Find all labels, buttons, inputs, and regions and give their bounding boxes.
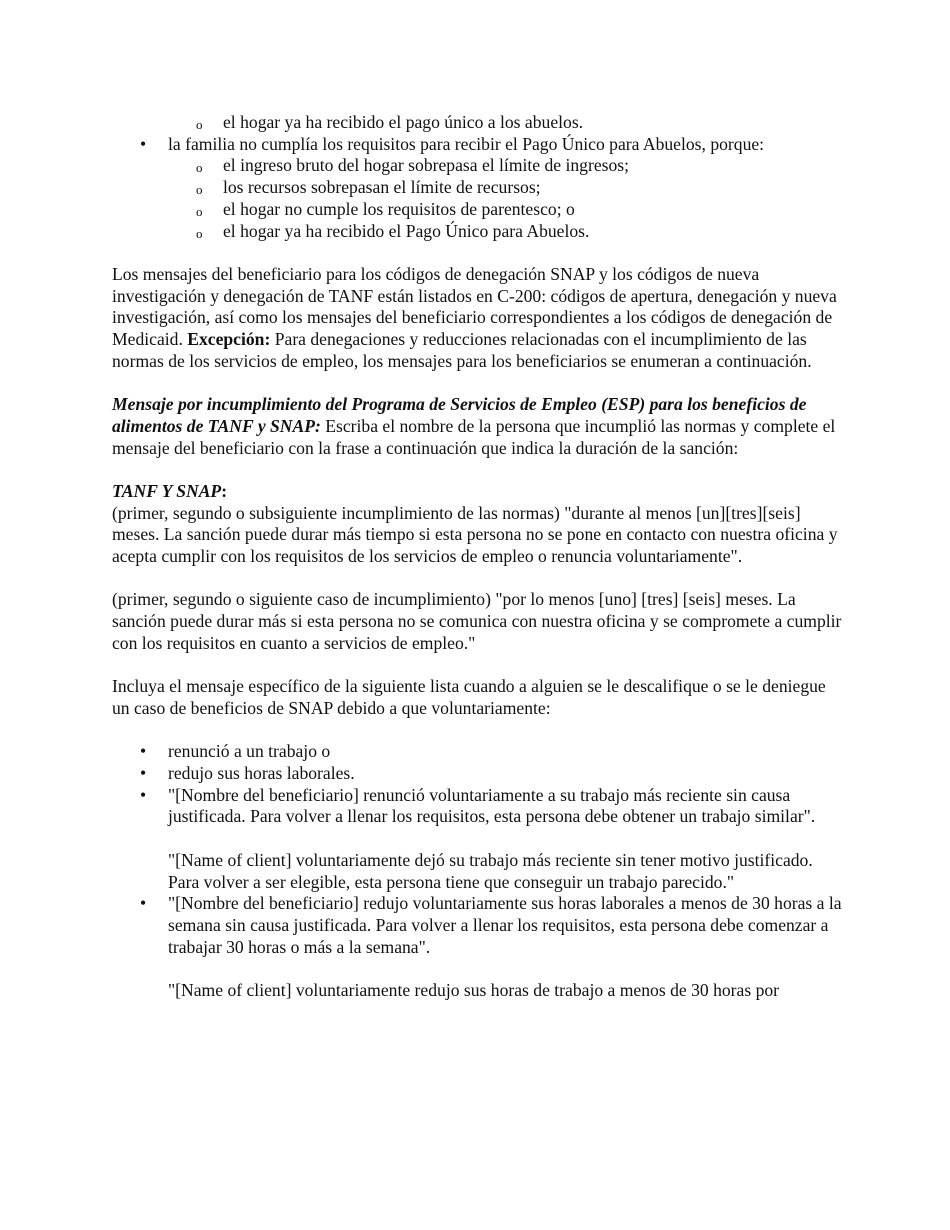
list-item: o el hogar ya ha recibido el pago único a los abuelos.: [112, 112, 842, 134]
list-item-text: • "[Nombre del beneficiario] renunció voluntariamente a su trabajo más reciente sin causa justificada. Para volver a llenar los requisitos, esta persona debe obtener un trabajo similar".: [168, 784, 816, 827]
tanf-snap-heading: [112, 481, 842, 503]
list-item: [112, 785, 842, 894]
list-item: o el ingreso bruto del hogar sobrepasa el límite de ingresos;: [168, 155, 842, 177]
list-item-translation: "[Name of client] voluntariamente redujo sus horas de trabajo a menos de 30 horas por: [168, 980, 780, 1000]
section-heading: TANF Y SNAP: [112, 480, 222, 501]
list-item-text: • "[Nombre del beneficiario] redujo voluntariamente sus horas laborales a menos de 30 horas a la semana sin causa justificada. Para volver a llenar los requisitos, esta persona debe comenzar a trabajar 30 horas o más a la semana".: [168, 893, 842, 957]
tanf-snap-paragraph-1: (primer, segundo o subsiguiente incumplimiento de las normas) "durante al menos [un][tres][seis] meses. La sanción puede durar más tiempo si esta persona no se pone en contacto con nuestra oficina y acepta cumplir con los requisitos de los servicios de empleo o renuncia voluntariamente".: [112, 502, 838, 567]
list-item: [112, 893, 842, 1002]
paragraph-text: Los mensajes del beneficiario para los códigos de denegación SNAP y los códigos de nueva investigación y denegación de TANF están listados en C-200: códigos de apertura, denegación y nueva investigación, así como los mensajes del beneficiario correspondientes a los códigos de denegación de Medicaid.: [112, 263, 837, 350]
list-item: o el hogar ya ha recibido el Pago Único para Abuelos.: [168, 221, 842, 243]
document-page: [112, 112, 842, 1002]
reasons-sub-list: [168, 155, 842, 242]
include-paragraph: Incluya el mensaje específico de la siguiente lista cuando a alguien se le descalifique o se le deniegue un caso de beneficios de SNAP debido a que voluntariamente:: [112, 676, 826, 718]
orphan-sub-list: [112, 112, 842, 134]
list-item-text: la familia no cumplía los requisitos para recibir el Pago Único para Abuelos, porque:: [168, 133, 765, 154]
list-item: o el hogar no cumple los requisitos de parentesco; o: [168, 199, 842, 221]
messages-paragraph: [112, 264, 842, 373]
list-item: [112, 134, 842, 243]
paragraph-text: Para denegaciones y reducciones relacionadas con el incumplimiento de las normas de los servicios de empleo, los mensajes para los beneficiarios se enumeran a continuación.: [112, 329, 812, 371]
paragraph-text: Escriba el nombre de la persona que incumplió las normas y complete el mensaje del beneficiario con la frase a continuación que indica la duración de la sanción:: [112, 415, 836, 458]
ineligible-list: [112, 134, 842, 243]
exception-label: Excepción:: [187, 329, 271, 350]
list-item: • renunció a un trabajo o: [112, 741, 842, 763]
esp-heading: Mensaje por incumplimiento del Programa de Servicios de Empleo (ESP) para los beneficios de alimentos de TANF y SNAP:: [112, 394, 807, 436]
list-item-translation: "[Name of client] voluntariamente dejó su trabajo más reciente sin tener motivo justificado. Para volver a ser elegible, esta persona tiene que conseguir un trabajo parecido.": [168, 849, 813, 892]
esp-paragraph: [112, 394, 842, 459]
voluntary-quit-list: [112, 741, 842, 1001]
list-item: o los recursos sobrepasan el límite de recursos;: [168, 177, 842, 199]
tanf-snap-paragraph-2: (primer, segundo o siguiente caso de incumplimiento) "por lo menos [uno] [tres] [seis] meses. La sanción puede durar más si esta persona no se comunica con nuestra oficina y se compromete a cumplir con los requisitos en cuanto a servicios de empleo.": [112, 589, 842, 653]
list-item: • redujo sus horas laborales.: [112, 763, 842, 785]
heading-colon: :: [221, 480, 228, 501]
